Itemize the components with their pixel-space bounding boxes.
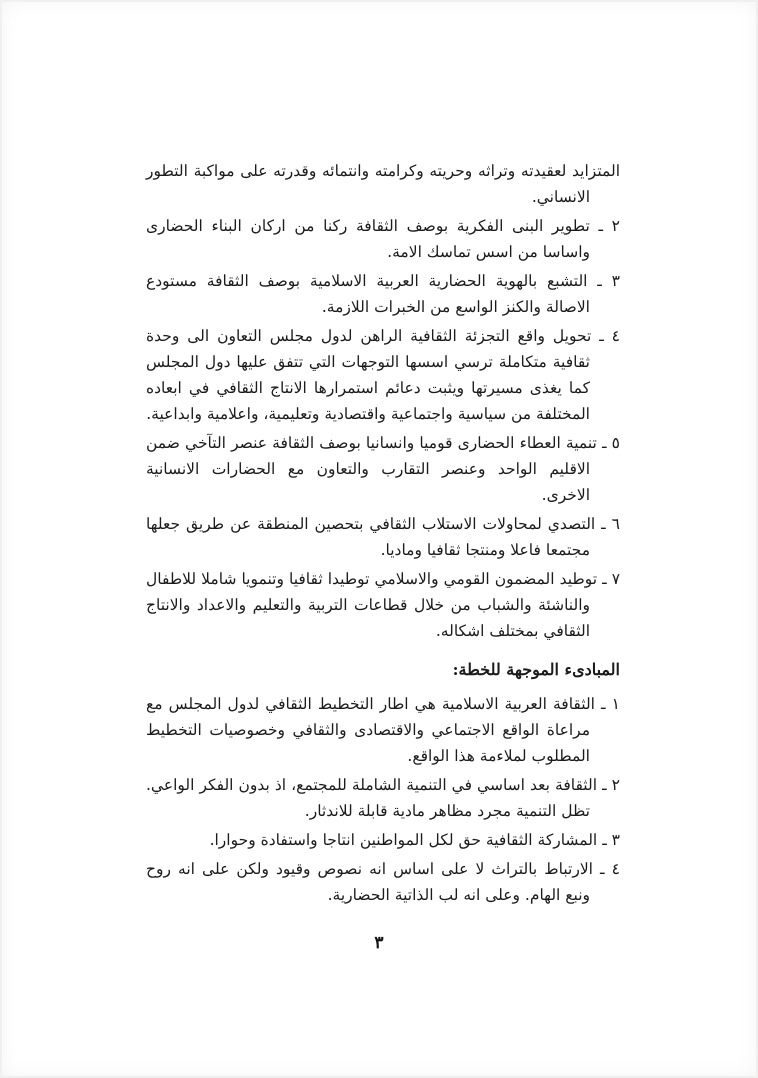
list-item (146, 323, 620, 427)
item-text: التصدي لمحاولات الاستلاب الثقافي بتحصين المنطقة عن طريق جعلها مجتمعا فاعلا ومنتجا ثقافيا وماديا. (146, 515, 596, 559)
page-body-text (146, 158, 620, 911)
item-text: الثقافة بعد اساسي في التنمية الشاملة للمجتمع، اذ بدون الفكر الواعي. تظل التنمية مجرد مظاهر مادية قابلة للاندثار. (146, 776, 597, 820)
section-heading: المبادىء الموجهة للخطة: (452, 660, 620, 679)
item-number: ٢ (611, 217, 620, 235)
item-dash: ـ (599, 327, 604, 345)
intro-paragraph (146, 158, 620, 210)
item-text: توطيد المضمون القومي والاسلامي توطيدا ثقافيا وتنمويا شاملا للاطفال والناشئة والشباب من خلال قطاعات التربية والتعليم والاعداد والانتاج الثقافي بمختلف اشكاله. (146, 570, 598, 640)
item-dash: ـ (601, 515, 606, 533)
item-number: ٢ (611, 776, 620, 794)
item-dash: ـ (598, 217, 604, 235)
item-number: ٦ (611, 515, 620, 533)
item-text: تطوير البنى الفكرية بوصف الثقافة ركنا من اركان البناء الحضارى واساسا من اسس تماسك الامة. (146, 217, 590, 261)
item-text: المشاركة الثقافية حق لكل المواطنين انتاجا واستفادة وحوارا. (209, 831, 598, 849)
list-item (146, 213, 620, 265)
list-item (146, 566, 620, 644)
item-dash: ـ (601, 434, 607, 452)
item-number: ٥ (611, 434, 620, 452)
item-number: ٣ (611, 831, 620, 849)
page-number: ٣ (374, 933, 384, 953)
list-item (146, 430, 620, 508)
list-item (146, 827, 620, 853)
item-dash: ـ (602, 831, 607, 849)
list-item (146, 691, 620, 769)
item-dash: ـ (597, 272, 602, 290)
item-text: الثقافة العربية الاسلامية هي اطار التخطيط الثقافي لدول المجلس مع مراعاة الواقع الاجتماعي والاقتصادى والثقافي وخصوصيات التخطيط المطلوب لملاءمة هذا الواقع. (146, 695, 595, 765)
list-item (146, 511, 620, 563)
item-text: الارتباط بالتراث لا على اساس انه نصوص وقيود ولكن على انه روح ونبع الهام. وعلى انه لب الذاتية الحضارية. (146, 860, 593, 904)
list-item (146, 856, 620, 908)
item-number: ٧ (611, 570, 621, 588)
item-text: التشبع بالهوية الحضارية العربية الاسلامية بوصف الثقافة مستودع الاصالة والكنز الواسع من الخبرات اللازمة. (146, 272, 590, 316)
list-item (146, 268, 620, 320)
item-text: تنمية العطاء الحضارى قوميا وانسانيا بوصف الثقافة عنصر التآخي ضمن الاقليم الواحد وعنصر التقارب والتعاون مع الحضارات الانسانية الاخرى. (146, 434, 597, 504)
item-dash: ـ (602, 570, 607, 588)
item-dash: ـ (600, 860, 605, 878)
item-dash: ـ (602, 776, 607, 794)
intro-text: المتزايد لعقيدته وتراثه وحريته وكرامته وانتمائه وقدرته على مواكبة التطور الانساني. (146, 162, 620, 206)
list-item (146, 772, 620, 824)
item-number: ٣ (611, 272, 620, 290)
item-text: تحويل واقع التجزئة الثقافية الراهن لدول مجلس التعاون الى وحدة ثقافية متكاملة ترسي اسسها التوجهات التي تتفق عليها دول المجلس كما يغذى مسيرتها ويثبت دعائم استمرارها الانتاج الثقافي في ابعاده المختلفة من سياسية واجتماعية واقتصادية وتعليمية، واعلامية وابداعية. (146, 327, 592, 423)
item-number: ٤ (611, 327, 620, 345)
item-dash: ـ (601, 695, 606, 713)
item-number: ٤ (611, 860, 620, 878)
item-number: ١ (611, 695, 620, 713)
